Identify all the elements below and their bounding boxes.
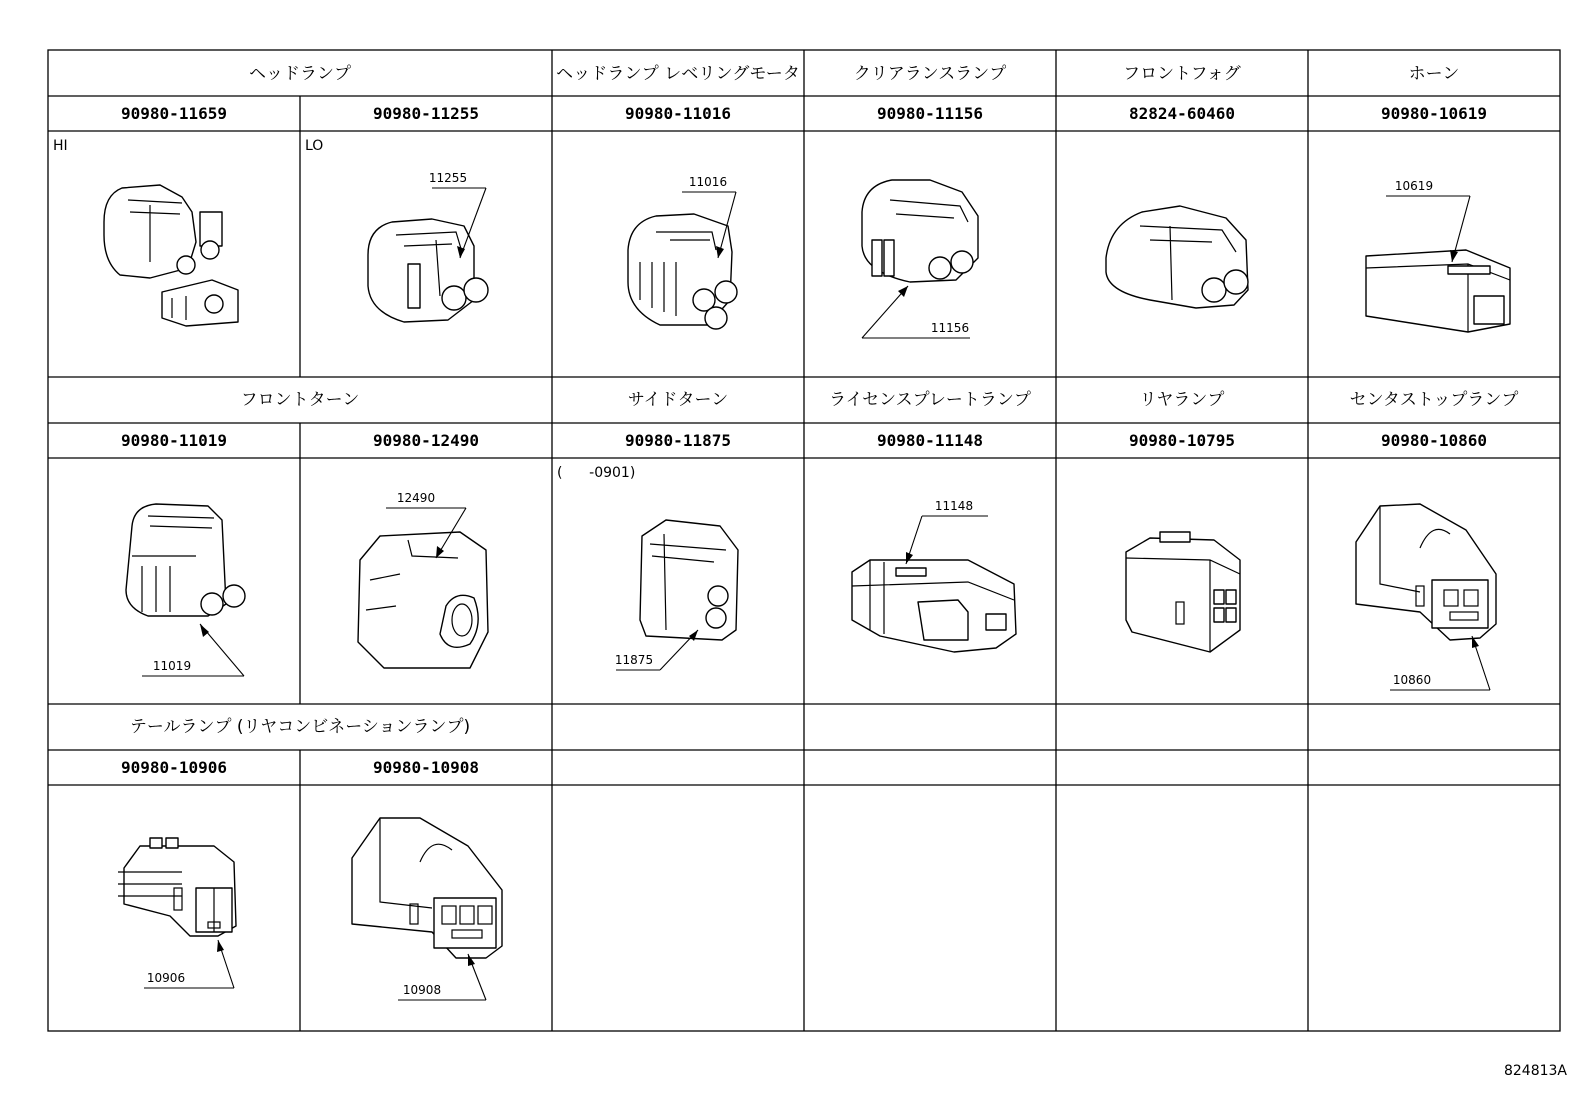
part-number: 90980-12490 — [373, 431, 479, 450]
part-number: 90980-10795 — [1129, 431, 1235, 450]
connector-drawing — [862, 180, 978, 338]
callout-label: 10619 — [1394, 179, 1434, 193]
connector-drawing — [118, 838, 236, 988]
callout-label: 11875 — [614, 653, 654, 667]
header-horn: ホーン — [1408, 64, 1460, 84]
header-side-turn: サイドターン — [627, 390, 729, 410]
connector-drawing — [352, 818, 502, 1000]
header-rear-lamp: リヤランプ — [1139, 390, 1225, 410]
connector-drawing — [628, 192, 737, 329]
header-clearance-lamp: クリアランスランプ — [853, 64, 1007, 84]
connector-drawing — [1106, 206, 1248, 308]
cell-note-hi: HI — [53, 138, 68, 154]
callout-label: 10906 — [146, 971, 186, 985]
part-number: 90980-11016 — [625, 104, 731, 123]
connector-drawing — [852, 516, 1016, 652]
part-number: 90980-10619 — [1381, 104, 1487, 123]
callout-label: 11019 — [152, 659, 192, 673]
part-number: 90980-11659 — [121, 104, 227, 123]
connector-drawing — [1356, 504, 1496, 690]
part-number: 90980-10860 — [1381, 431, 1487, 450]
connector-drawing — [126, 504, 245, 676]
connector-drawing — [358, 508, 488, 668]
header-headlamp: ヘッドランプ — [249, 64, 351, 84]
callout-label: 11156 — [930, 321, 970, 335]
connector-drawing — [1126, 532, 1240, 652]
header-headlamp-leveling-motor: ヘッドランプ レベリングモータ — [556, 64, 800, 84]
part-number: 90980-10908 — [373, 758, 479, 777]
callout-label: 10908 — [402, 983, 442, 997]
connector-drawing — [368, 188, 488, 322]
part-number: 82824-60460 — [1129, 104, 1235, 123]
header-center-stop-lamp: センタストップランプ — [1349, 390, 1519, 410]
part-number: 90980-10906 — [121, 758, 227, 777]
part-number: 90980-11019 — [121, 431, 227, 450]
document-id: 824813A — [1503, 1063, 1567, 1079]
callout-label: 11255 — [428, 171, 468, 185]
part-number: 90980-11148 — [877, 431, 983, 450]
header-front-fog: フロントフォグ — [1123, 64, 1241, 84]
connector-drawing — [1366, 196, 1510, 332]
cell-note-lo: LO — [305, 138, 324, 154]
callout-label: 10860 — [1392, 673, 1432, 687]
header-license-plate-lamp: ライセンスプレートランプ — [829, 390, 1031, 410]
callout-label: 11016 — [688, 175, 728, 189]
header-front-turn: フロントターン — [240, 390, 360, 410]
table-grid — [48, 50, 1560, 1031]
callout-label: 11148 — [934, 499, 974, 513]
connector-drawing — [104, 185, 238, 326]
part-number: 90980-11255 — [373, 104, 479, 123]
part-number: 90980-11875 — [625, 431, 731, 450]
part-number: 90980-11156 — [877, 104, 983, 123]
callout-label: 12490 — [396, 491, 436, 505]
connector-drawing — [616, 520, 738, 670]
header-tail-lamp: テールランプ (リヤコンビネーションランプ) — [129, 717, 471, 737]
cell-note-date-range: ( -0901) — [557, 465, 636, 481]
